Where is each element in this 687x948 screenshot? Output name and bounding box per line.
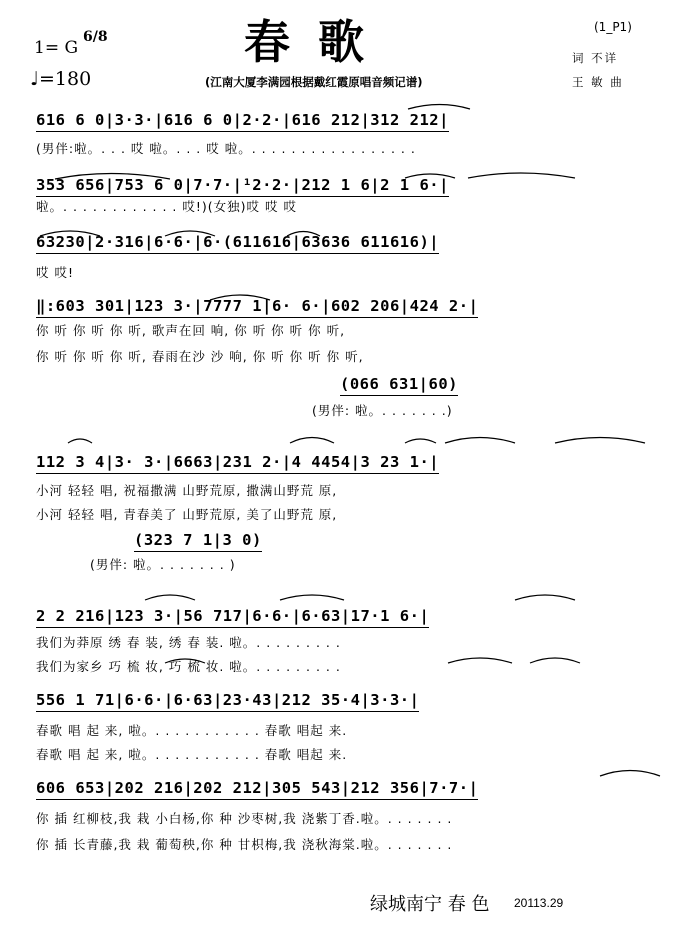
lyric-line-5b: 小河 轻轻 唱, 青春美了 山野荒原, 美了山野荒 原, — [36, 507, 338, 522]
lyric-line-4b: 你 听 你 听 你 听, 春雨在沙 沙 响, 你 听 你 听 你 听, — [36, 349, 364, 364]
music-staff-5: 112 3 4|3· 3·|6663|231 2·|4 4454|3 23 1·| — [36, 452, 439, 474]
music-staff-8: 606 653|202 216|202 212|305 543|212 356|7·7·| — [36, 778, 478, 800]
interlude-staff-2: (323 7 1|3 0) — [134, 530, 262, 552]
lyric-line-8b: 你 插 长青藤,我 栽 葡萄秧,你 种 甘枳梅,我 浇秋海棠.啦。. . . . . . . — [36, 837, 453, 852]
footer-date: 20113.29 — [514, 896, 564, 910]
interlude-lyric-1: (男伴: 啦。. . . . . . .) — [312, 403, 453, 418]
music-staff-1: 616 6 0|3·3·|616 6 0|2·2·|616 212|312 212| — [36, 110, 449, 132]
interlude-staff-1: (066 631|60) — [340, 374, 458, 396]
tempo-value: =180 — [38, 68, 92, 90]
music-staff-4: ‖:603 301|123 3·|7777 1|6· 6·|602 206|424 2·| — [36, 296, 478, 318]
lyric-line-6b: 我们为家乡 巧 梳 妆, 巧 梳 妆. 啦。. . . . . . . . . — [36, 659, 341, 674]
music-staff-3: 63230|2·316|6·6·|6·(611616|63636 611616)| — [36, 232, 439, 254]
lyricist-credit: 词 不详 — [572, 51, 619, 65]
lyric-line-3: 哎 哎! — [36, 265, 74, 280]
footer-signature: 绿城南宁 春 色 — [370, 894, 490, 915]
lyric-line-2: 啦。. . . . . . . . . . . . 哎!)(女独)哎 哎 哎 — [36, 199, 297, 214]
music-staff-7: 556 1 71|6·6·|6·63|23·43|212 35·4|3·3·| — [36, 690, 419, 712]
transcription-note: (江南大厦李满园根据戴红霞原唱音频记谱) — [205, 75, 423, 89]
lyric-line-5a: 小河 轻轻 唱, 祝福撒满 山野荒原, 撒满山野荒 原, — [36, 483, 338, 498]
page-tag: (1_P1) — [594, 20, 632, 34]
music-staff-2: 353 656|753 6 0|7·7·|¹2·2·|212 1 6|2 1 6·| — [36, 175, 449, 197]
lyric-line-7a: 春歌 唱 起 来, 啦。. . . . . . . . . . . 春歌 唱起 来. — [36, 723, 348, 738]
lyric-line-4a: 你 听 你 听 你 听, 歌声在回 响, 你 听 你 听 你 听, — [36, 323, 346, 338]
song-title: 春歌 — [244, 15, 392, 69]
key-signature: 1= G — [34, 38, 79, 58]
time-signature-value: 6/8 — [83, 29, 108, 45]
quarter-note-icon: ♩ — [30, 68, 39, 90]
composer-credit: 王 敏 曲 — [572, 75, 624, 89]
lyric-line-7b: 春歌 唱 起 来, 啦。. . . . . . . . . . . 春歌 唱起 来. — [36, 747, 348, 762]
lyric-line-6a: 我们为莽原 绣 春 装, 绣 春 装. 啦。. . . . . . . . . — [36, 635, 341, 650]
lyric-line-1: (男伴:啦。. . . 哎 啦。. . . 哎 啦。. . . . . . . . . . . . . . . . . — [36, 141, 416, 156]
lyric-line-8a: 你 插 红柳枝,我 栽 小白杨,你 种 沙枣树,我 浇紫丁香.啦。. . . . . . . — [36, 811, 453, 826]
music-staff-6: 2 2 216|123 3·|56 717|6·6·|6·63|17·1 6·| — [36, 606, 429, 628]
interlude-lyric-2: (男伴: 啦。. . . . . . . ) — [90, 557, 236, 572]
